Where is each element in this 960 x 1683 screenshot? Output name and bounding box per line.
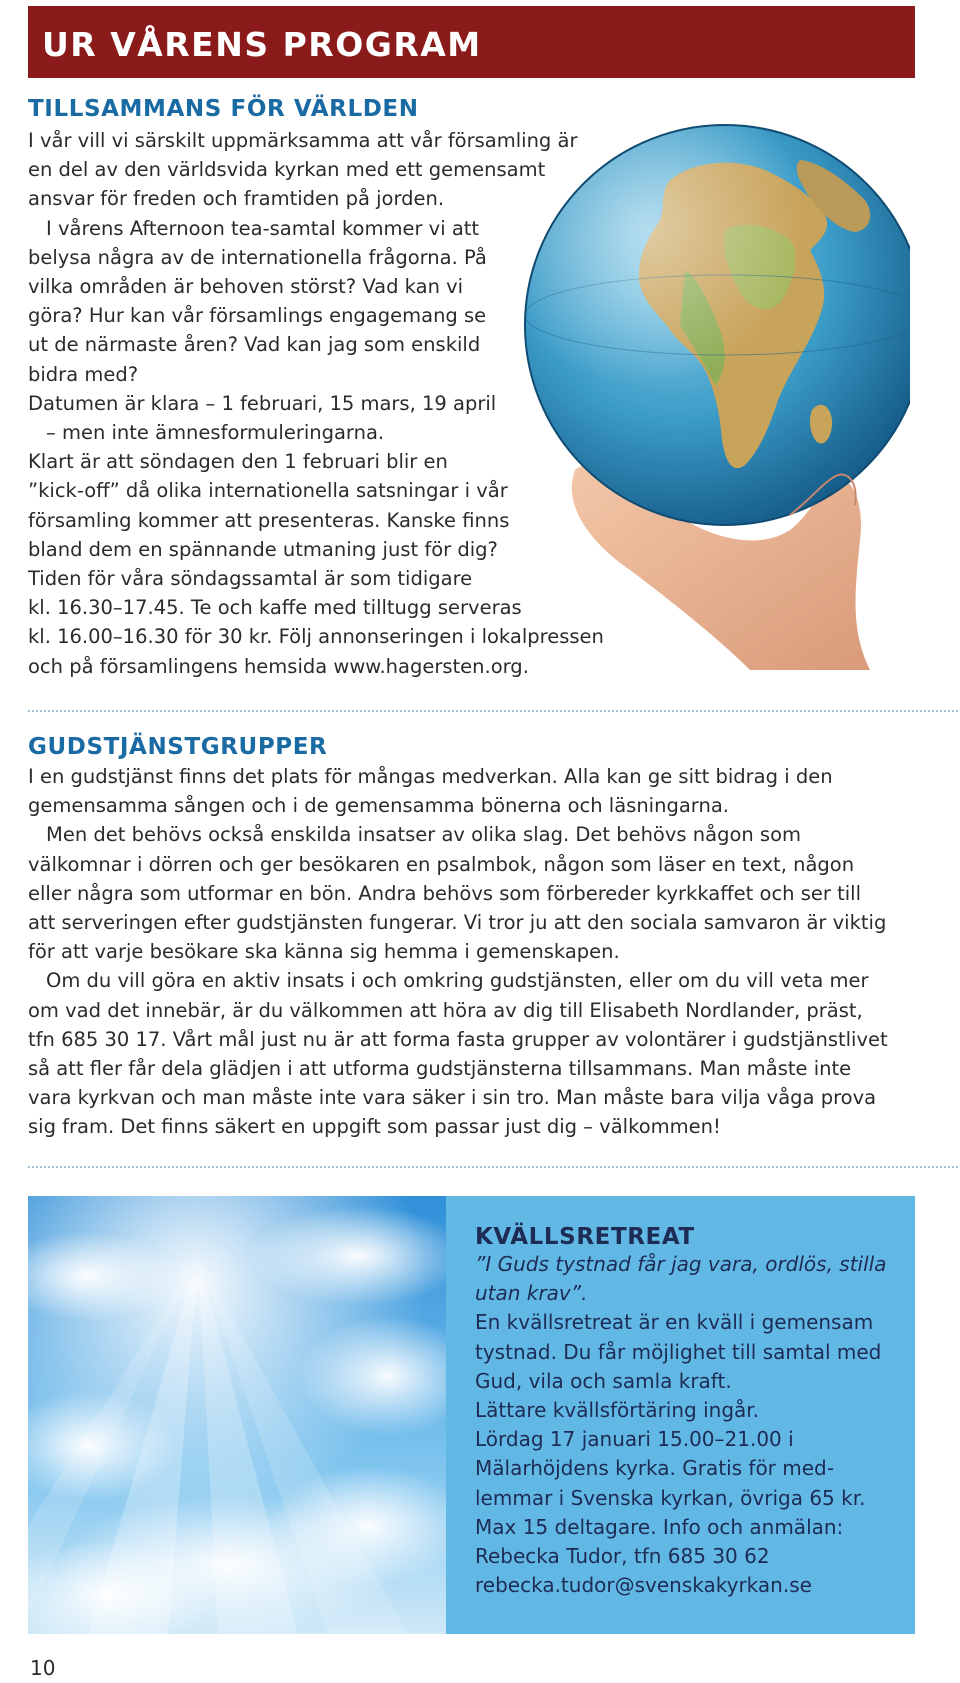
section-divider xyxy=(28,710,958,712)
body-line: Tiden för våra söndagssamtal är som tidigare xyxy=(28,567,473,591)
globe-illustration xyxy=(520,120,910,670)
retreat-body xyxy=(475,1250,900,1600)
body-line: bidra med? xyxy=(28,362,139,386)
body-line: Lördag 17 januari 15.00–21.00 i xyxy=(475,1427,794,1452)
globe-on-hand-image xyxy=(520,120,910,670)
retreat-heading: KVÄLLSRETREAT xyxy=(475,1224,695,1250)
body-line: I en gudstjänst finns det plats för mångas medverkan. Alla kan ge sitt bidrag i den xyxy=(28,765,833,788)
body-line: Max 15 deltagare. Info och anmälan: xyxy=(475,1514,844,1539)
body-line: församling kommer att presenteras. Kanske finns xyxy=(28,508,510,532)
banner-title: UR VÅRENS PROGRAM xyxy=(42,25,482,64)
retreat-quote-line: utan krav”. xyxy=(475,1281,588,1306)
body-line: Men det behövs också enskilda insatser av olika slag. Det behövs någon som xyxy=(46,823,802,847)
body-line: gemensamma sången och i de gemensamma bönerna och läsningarna. xyxy=(28,794,729,818)
body-line: tystnad. Du får möjlighet till samtal med xyxy=(475,1339,882,1364)
body-line: välkomnar i dörren och ger besökaren en psalmbok, någon som läser en text, någon xyxy=(28,852,855,876)
retreat-email: rebecka.tudor@svenskakyrkan.se xyxy=(475,1573,812,1598)
body-line: och på församlingens hemsida www.hagersten.org. xyxy=(28,654,529,678)
groups-heading: GUDSTJÄNSTGRUPPER xyxy=(28,734,328,760)
body-line: om vad det innebär, är du välkommen att höra av dig till Elisabeth Nordlander, präst, xyxy=(28,998,863,1022)
body-line: Klart är att söndagen den 1 februari blir en xyxy=(28,450,448,474)
body-line: ut de närmaste åren? Vad kan jag som enskild xyxy=(28,333,481,357)
body-line: ”kick-off” då olika internationella satsningar i vår xyxy=(28,479,508,503)
body-line: Gud, vila och samla kraft. xyxy=(475,1368,732,1393)
section-divider xyxy=(28,1166,958,1168)
groups-body xyxy=(28,762,928,1142)
body-line: Rebecka Tudor, tfn 685 30 62 xyxy=(475,1544,770,1569)
body-line: Om du vill göra en aktiv insats i och omkring gudstjänsten, eller om du vill veta mer xyxy=(46,969,869,993)
body-line: En kvällsretreat är en kväll i gemensam xyxy=(475,1310,874,1335)
body-line: en del av den världsvida kyrkan med ett gemensamt xyxy=(28,158,546,182)
body-line: ansvar för freden och framtiden på jorden. xyxy=(28,187,445,211)
page-number: 10 xyxy=(30,1656,56,1680)
body-line: sig fram. Det finns säkert en uppgift som passar just dig – välkommen! xyxy=(28,1115,721,1139)
sky-sunbeam-image xyxy=(28,1196,446,1634)
body-line: lemmar i Svenska kyrkan, övriga 65 kr. xyxy=(475,1485,866,1510)
body-line: så att fler får dela glädjen i att utforma gudstjänsterna tillsammans. Man måste inte xyxy=(28,1057,852,1081)
section-banner xyxy=(28,6,915,78)
body-line: I vårens Afternoon tea-samtal kommer vi att xyxy=(46,216,480,240)
body-line: bland dem en spännande utmaning just för dig? xyxy=(28,537,498,561)
body-line: Lättare kvällsförtäring ingår. xyxy=(475,1398,760,1423)
body-line: för att varje besökare ska känna sig hemma i gemenskapen. xyxy=(28,940,620,964)
body-line: Mälarhöjdens kyrka. Gratis för med- xyxy=(475,1456,834,1481)
body-line: vara kyrkvan och man måste inte vara säker i sin tro. Man måste bara vilja våga prova xyxy=(28,1086,877,1110)
body-line: kl. 16.30–17.45. Te och kaffe med tilltugg serveras xyxy=(28,596,522,620)
body-line: – men inte ämnesformuleringarna. xyxy=(46,421,385,445)
retreat-quote-line: ”I Guds tystnad får jag vara, ordlös, stilla xyxy=(475,1252,887,1276)
body-line: kl. 16.00–16.30 för 30 kr. Följ annonseringen i lokalpressen xyxy=(28,625,604,649)
body-line: vilka områden är behoven störst? Vad kan vi xyxy=(28,275,464,299)
body-line: Datumen är klara – 1 februari, 15 mars, 19 april xyxy=(28,391,497,415)
body-line: att serveringen efter gudstjänsten fungerar. Vi tror ju att den sociala samvaron är viktig xyxy=(28,911,887,935)
body-line: göra? Hur kan vår församlings engagemang se xyxy=(28,304,487,328)
body-line: belysa några av de internationella frågorna. På xyxy=(28,245,487,269)
body-line: eller några som utformar en bön. Andra behövs som förbereder kyrkkaffet och ser till xyxy=(28,881,861,905)
world-heading: TILLSAMMANS FÖR VÄRLDEN xyxy=(28,96,419,122)
body-line: I vår vill vi särskilt uppmärksamma att vår församling är xyxy=(28,129,578,152)
body-line: tfn 685 30 17. Vårt mål just nu är att forma fasta grupper av volontärer i gudstjänstlivet xyxy=(28,1027,888,1051)
